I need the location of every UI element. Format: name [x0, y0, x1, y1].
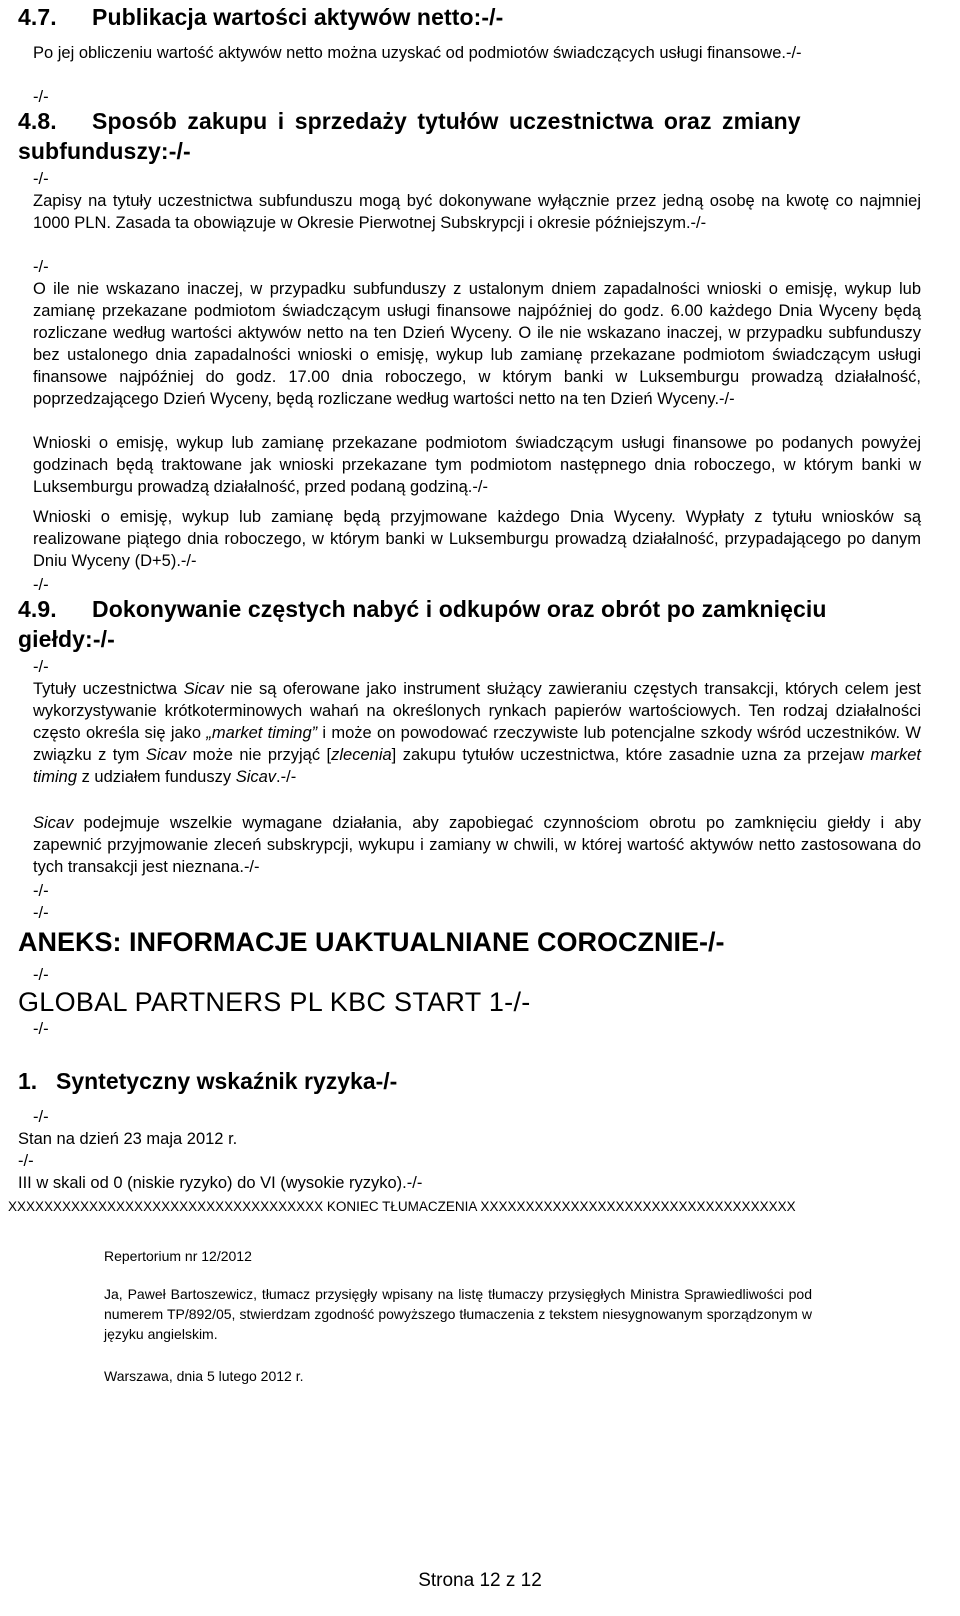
separator: -/-	[18, 1152, 34, 1170]
section-number: 4.7.	[18, 4, 57, 30]
fund-name: GLOBAL PARTNERS PL KBC START 1-/-	[18, 987, 531, 1017]
text-run: Sicav	[235, 768, 277, 786]
paragraph-4-8-3: Wnioski o emisję, wykup lub zamianę przekazane podmiotom świadczącym usługi finansowe po podanych powyżej godzinach będą traktowane jak wnioski przekazane tym podmiotom następnego dnia roboczego, w którym banki w Luksemburgu prowadzą działalność, przed podaną godziną.-/-	[33, 434, 921, 496]
section-heading-1	[18, 1066, 397, 1096]
section-heading-4-7	[18, 2, 503, 32]
section-title: Dokonywanie częstych nabyć i odkupów oraz obrót po zamknięciu giełdy:-/-	[18, 596, 827, 652]
section-title: Sposób zakupu i sprzedaży tytułów uczestnictwa oraz zmiany subfunduszy:-/-	[18, 108, 801, 164]
date-line: Stan na dzień 23 maja 2012 r.	[18, 1130, 238, 1148]
section-title: Publikacja wartości aktywów netto:-/-	[92, 4, 504, 30]
section-number: 4.9.	[18, 596, 57, 622]
separator: -/-	[33, 966, 49, 984]
paragraph-4-8-2: O ile nie wskazano inaczej, w przypadku subfunduszy z ustalonym dniem zapadalności wnioski o emisję, wykup lub zamianę przekazane podmiotom świadczącym usługi finansowe najpóźniej do godz. 6.00 każdego Dnia Wyceny będą rozliczane według wartości aktywów netto na ten Dzień Wyceny. O ile nie wskazano inaczej, w przypadku subfunduszy bez ustalonego dnia zapadalności wnioski o emisję, wykup lub zamianę przekazane podmiotom świadczącym usługi finansowe najpóźniej do godz. 17.00 dnia roboczego, w którym banki w Luksemburgu prowadzą działalność, poprzedzającego Dzień Wyceny, będą rozliczane według wartości netto na ten Dzień Wyceny.-/-	[33, 280, 921, 408]
text-run: Sicav	[145, 746, 187, 764]
text-run: Sicav	[183, 680, 224, 698]
section-heading-4-8	[18, 106, 928, 166]
section-number: 4.8.	[18, 108, 57, 134]
separator: -/-	[33, 1108, 49, 1126]
text-run: market timing	[33, 746, 921, 786]
separator: -/-	[33, 658, 49, 676]
text-run: .-/-	[276, 768, 297, 786]
paragraph-4-7: Po jej obliczeniu wartość aktywów netto można uzyskać od podmiotów świadczących usługi finansowe.-/-	[33, 44, 802, 62]
text-run: Sicav	[33, 814, 74, 832]
section-heading-4-9	[18, 594, 928, 654]
paragraph-4-9-2	[33, 812, 921, 878]
text-run: podejmuje wszelkie wymagane działania, aby zapobiegać czynnościom obrotu po zamknięciu giełdy i aby zapewnić przyjmowanie zleceń subskrypcji, wykupu i zamiany w chwili, w której wartość aktywów netto zastosowana do tych transakcji jest nieznana.-/-	[33, 814, 921, 876]
place-and-date: Warszawa, dnia 5 lutego 2012 r.	[104, 1368, 304, 1384]
separator: -/-	[33, 88, 49, 106]
separator: -/-	[33, 904, 49, 922]
end-of-translation-marker: XXXXXXXXXXXXXXXXXXXXXXXXXXXXXXXXXXX KONIEC TŁUMACZENIA XXXXXXXXXXXXXXXXXXXXXXXXXXXXXXXXXXX	[8, 1199, 796, 1214]
page-number: Strona 12 z 12	[418, 1570, 542, 1591]
text-run: Tytuły uczestnictwa	[33, 680, 184, 698]
section-number: 1.	[18, 1068, 38, 1094]
text-run: może nie przyjąć [	[186, 746, 332, 764]
risk-scale-line: III w skali od 0 (niskie ryzyko) do VI (wysokie ryzyko).-/-	[18, 1174, 423, 1192]
text-run: z udziałem funduszy	[77, 768, 236, 786]
text-run: i może on powodować rzeczywiste lub potencjalne szkody wśród uczestników. W związku z tym	[33, 724, 922, 764]
text-run: nie są oferowane jako instrument służący zawieraniu częstych transakcji, których celem jest wykorzystywanie krótkoterminowych wahań na określonych rynkach papierów wartościowych. Ten rodzaj działalności często określa się jako	[33, 680, 921, 742]
separator: -/-	[33, 1020, 49, 1038]
separator: -/-	[33, 882, 49, 900]
section-title: Syntetyczny wskaźnik ryzyka-/-	[56, 1068, 398, 1094]
paragraph-4-9-1	[33, 678, 921, 788]
paragraph-4-8-4: Wnioski o emisję, wykup lub zamianę będą przyjmowane każdego Dnia Wyceny. Wypłaty z tytułu wniosków są realizowane piątego dnia roboczego, w którym banki w Luksemburgu prowadzą działalność, przypadającego po danym Dniu Wyceny (D+5).-/-	[33, 508, 921, 570]
separator: -/-	[33, 576, 49, 594]
separator: -/-	[33, 258, 49, 276]
annex-title: ANEKS: INFORMACJE UAKTUALNIANE COROCZNIE-/-	[18, 927, 725, 957]
translator-statement: Ja, Paweł Bartoszewicz, tłumacz przysięgły wpisany na listę tłumaczy przysięgłych Ministra Sprawiedliwości pod numerem TP/892/05, stwierdzam zgodność powyższego tłumaczenia z tekstem niesygnowanym sporządzonym w języku angielskim.	[104, 1286, 812, 1342]
repertorium-number: Repertorium nr 12/2012	[104, 1248, 252, 1264]
separator: -/-	[33, 170, 49, 188]
paragraph-4-8-1: Zapisy na tytuły uczestnictwa subfunduszu mogą być dokonywane wyłącznie przez jedną osobę na kwotę co najmniej 1000 PLN. Zasada ta obowiązuje w Okresie Pierwotnej Subskrypcji i okresie późniejszym.-/-	[33, 192, 921, 232]
text-run: „market timing”	[206, 724, 318, 742]
text-run: zlecenia	[331, 746, 392, 764]
text-run: ] zakupu tytułów uczestnictwa, które zasadnie uzna za przejaw	[391, 746, 871, 764]
